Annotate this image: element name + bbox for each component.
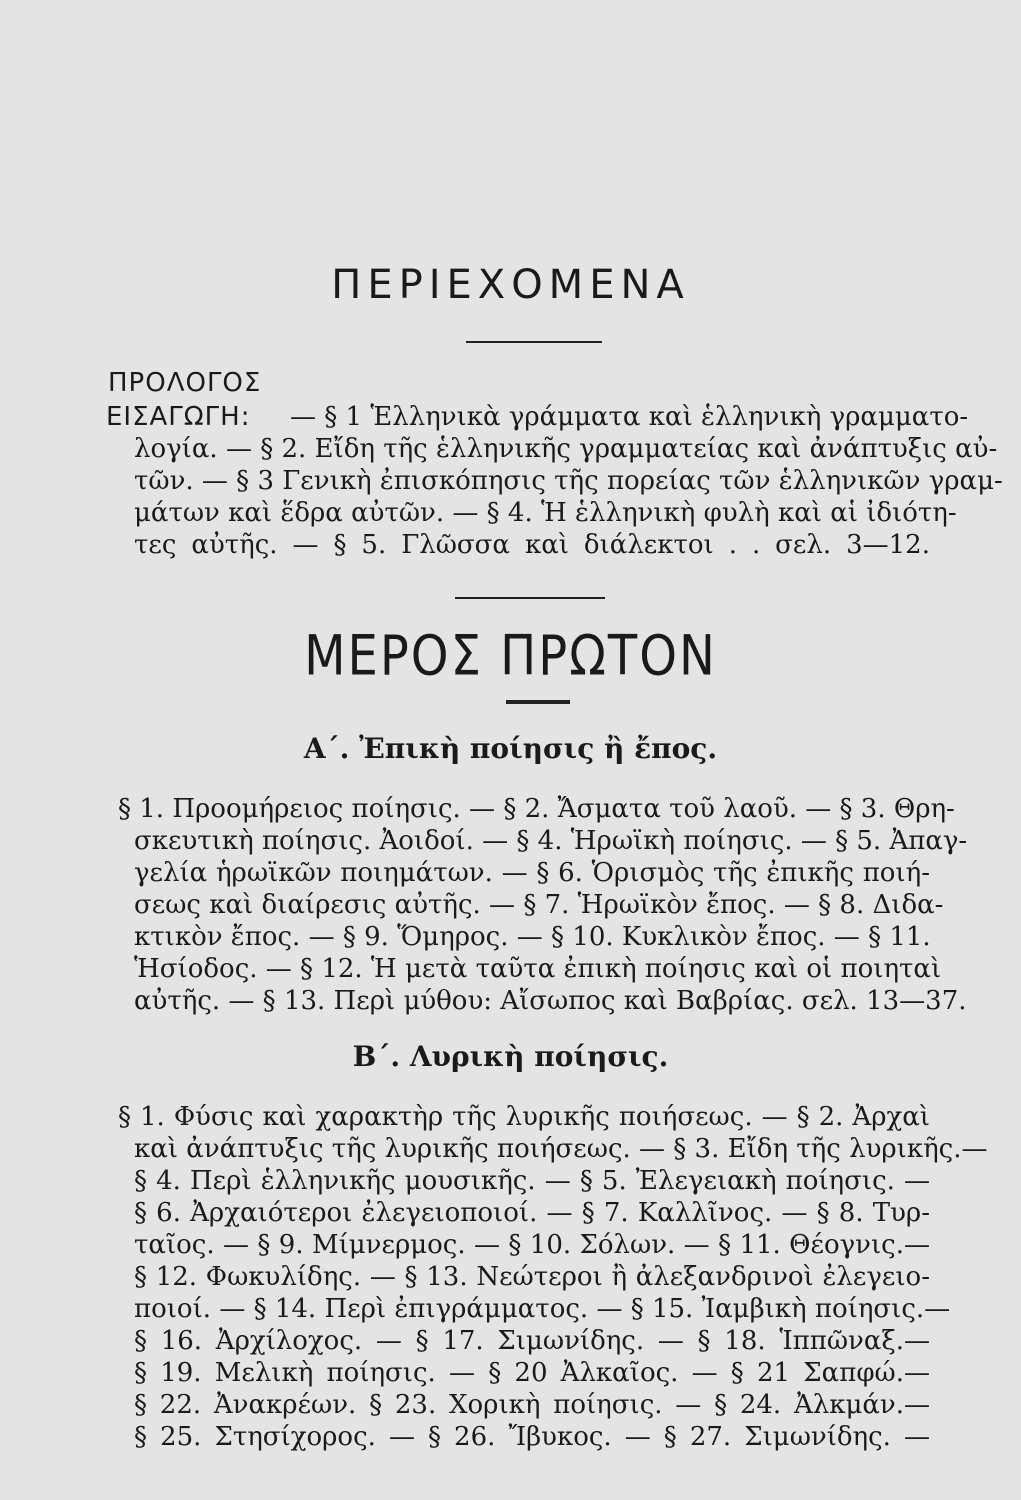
page-title: ΠΕΡΙΕΧΟΜΕΝΑ [331,262,690,308]
section-b-line: § 1. Φύσις καὶ χαρακτὴρ τῆς λυρικῆς ποιήσεως. — § 2. Ἀρχαὶ [118,1102,930,1132]
title-rule [466,341,602,343]
section-b-line: § 6. Ἀρχαιότεροι ἐλεγειοποιοί. — § 7. Καλλῖνος. — § 8. Τυρ- [134,1198,930,1228]
section-b-line: § 22. Ἀνακρέων. § 23. Χορικὴ ποίησις. — § 24. Ἀλκμάν.— [134,1390,930,1420]
section-b-line: § 16. Ἀρχίλοχος. — § 17. Σιμωνίδης. — § 18. Ἱππῶναξ.— [134,1326,930,1356]
section-b-line: § 12. Φωκυλίδης. — § 13. Νεώτεροι ἢ ἀλεξανδρινοὶ ἐλεγειο- [134,1262,930,1292]
section-b-heading: Β΄. Λυρικὴ ποίησις. [352,1040,669,1073]
introduction-line: — § 1 Ἑλληνικὰ γράμματα καὶ ἑλληνικὴ γραμματο- [290,402,969,432]
section-a-line: γελία ἡρωϊκῶν ποιημάτων. — § 6. Ὁρισμὸς τῆς ἐπικῆς ποιή- [134,858,930,888]
section-a-line: Ἡσίοδος. — § 12. Ἡ μετὰ ταῦτα ἐπικὴ ποίησις καὶ οἱ ποιηταὶ [134,954,942,984]
section-a-line: σκευτικὴ ποίησις. Ἀοιδοί. — § 4. Ἡρωϊκὴ ποίησις. — § 5. Ἀπαγ- [134,826,968,856]
section-a-line: κτικὸν ἔπος. — § 9. Ὅμηρος. — § 10. Κυκλικὸν ἔπος. — § 11. [134,922,931,952]
introduction-line: τῶν. — § 3 Γενικὴ ἐπισκόπησις τῆς πορείας τῶν ἑλληνικῶν γραμ- [134,466,1003,496]
section-b-line: ταῖος. — § 9. Μίμνερμος. — § 10. Σόλων. — § 11. Θέογνις.— [134,1230,930,1260]
section-a-line: σεως καὶ διαίρεσις αὐτῆς. — § 7. Ἡρωϊκὸν ἔπος. — § 8. Διδα- [134,890,944,920]
section-rule [455,597,605,599]
introduction-label: ΕΙΣΑΓΩΓΗ: [106,402,251,432]
section-b-line: § 25. Στησίχορος. — § 26. Ἴβυκος. — § 27. Σιμωνίδης. — [134,1422,930,1452]
part-rule [506,700,570,704]
section-b-line: καὶ ἀνάπτυξις τῆς λυρικῆς ποιήσεως. — § 3. Εἴδη τῆς λυρικῆς.— [134,1134,988,1164]
introduction-line: μάτων καὶ ἕδρα αὐτῶν. — § 4. Ἡ ἑλληνικὴ φυλὴ καὶ αἱ ἰδιότη- [134,498,957,528]
section-a-line: § 1. Προομήρειος ποίησις. — § 2. Ἄσματα τοῦ λαοῦ. — § 3. Θρη- [118,794,955,824]
section-b-line: ποιοί. — § 14. Περὶ ἐπιγράμματος. — § 15. Ἰαμβικὴ ποίησις.— [134,1294,951,1324]
introduction-line: λογία. — § 2. Εἴδη τῆς ἑλληνικῆς γραμματείας καὶ ἀνάπτυξις αὐ- [134,434,998,464]
section-b-line: § 19. Μελικὴ ποίησις. — § 20 Ἀλκαῖος. — § 21 Σαπφώ.— [134,1358,930,1388]
section-a-line: αὐτῆς. — § 13. Περὶ μύθου: Αἴσωπος καὶ Βαβρίας. σελ. 13—37. [134,986,967,1016]
prologue-label: ΠΡΟΛΟΓΟΣ [108,368,262,398]
introduction-line: τες αὐτῆς. — § 5. Γλῶσσα καὶ διάλεκτοι . . σελ. 3—12. [134,530,930,560]
section-b-line: § 4. Περὶ ἑλληνικῆς μουσικῆς. — § 5. Ἐλεγειακὴ ποίησις. — [134,1166,930,1196]
part-title: ΜΕΡΟΣ ΠΡΩΤΟΝ [304,623,717,689]
section-a-heading: Α΄. Ἐπικὴ ποίησις ἢ ἔπος. [303,732,718,765]
